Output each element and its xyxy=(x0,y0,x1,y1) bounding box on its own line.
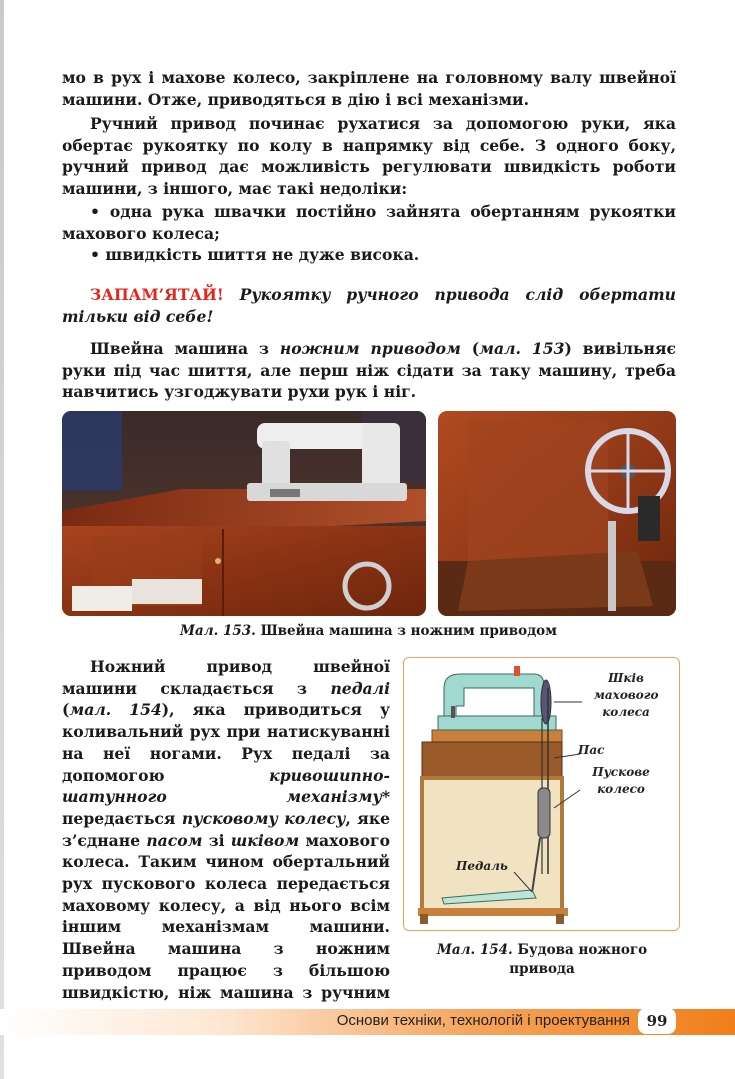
figure-reference: мал. 153 xyxy=(479,339,565,358)
paragraph-text: , яке з’єднане xyxy=(62,808,391,850)
term-pedal: педалі xyxy=(330,678,390,698)
punctuation: ), xyxy=(161,700,175,720)
paragraph-text: Ручний привод починає рухатися за допомогою руки, яка обертає рукоятку по колу в напрямку від себе. З одного боку, ручний привод дає можливість регулювати швидкість роботи машини, з іншого, має такі xyxy=(62,114,676,198)
punctuation: ( xyxy=(62,700,70,720)
remember-note xyxy=(62,284,676,327)
list-item-text: одна рука швачки постійно зайнята обертанням рукоятки махового колеса; xyxy=(62,202,676,243)
label-line: Пускове xyxy=(592,765,650,779)
caption-line xyxy=(408,941,676,960)
term-start-wheel: пусковому колесу xyxy=(181,808,346,828)
label-start-wheel xyxy=(580,764,662,798)
punctuation: ) xyxy=(564,339,572,358)
label-line: колеса xyxy=(602,705,650,719)
term-foot-drive: ножним приводом xyxy=(279,339,461,358)
list-item-text: швидкість шиття не дуже висока. xyxy=(105,245,420,265)
figure-caption-text: Швейна машина з ножним приводом xyxy=(260,623,557,639)
paragraph-line: машини. Отже, приводяться в дію і всі механізми. xyxy=(62,89,530,109)
list-item: • одна рука швачки постійно зайнята обертанням рукоятки махового колеса; xyxy=(62,202,676,243)
paragraph-text: передається xyxy=(62,808,176,828)
label-line: махового xyxy=(593,688,659,702)
drawbacks-list xyxy=(62,201,676,266)
paragraph-text: Ножний привод швейної машини складається з xyxy=(62,657,390,698)
remember-label: ЗАПАМ’ЯТАЙ! xyxy=(90,285,224,304)
figure-reference: мал. 154 xyxy=(69,700,162,720)
figure-label: Мал. 153. xyxy=(180,623,256,639)
list-item: • швидкість шиття не дуже висока. xyxy=(90,245,420,265)
paragraph-text: зі xyxy=(208,830,225,850)
paragraph-foot-drive-structure xyxy=(62,656,390,1025)
paragraph-line: мо в рух і махове колесо, закріплене на головному валу швейної xyxy=(62,68,676,87)
label-line: Шків xyxy=(608,671,644,685)
term-belt: пасом xyxy=(146,830,203,850)
term-pulley: шківом xyxy=(230,830,300,850)
label-belt: Пас xyxy=(578,743,605,757)
label-line: колесо xyxy=(597,782,645,796)
paragraph-text: Швейна машина з xyxy=(90,339,269,358)
page-number: 99 xyxy=(638,1008,676,1034)
footer-title: Основи техніки, технологій і проектування xyxy=(336,1012,630,1029)
paragraph-text: яка приводиться у коливальний рух при натискуванні на неї ногами. Рух педалі за допомогою xyxy=(62,700,390,785)
punctuation: ( xyxy=(471,339,480,358)
label-pedal: Педаль xyxy=(456,859,508,873)
paragraph-text: махового колеса. Таким чином обертальний рух пускового колеса передається маховому колесу, а від нього всім іншим механізмам машини. Швейна машина з ножним приводом працює з більшою швидкістю, ніж машина з ручним xyxy=(62,830,390,1002)
photo-foot-drive-mechanism xyxy=(438,411,676,616)
emphasis-drawbacks: недоліки xyxy=(319,178,402,198)
remember-text: Рукоятку ручного привода слід обертати тільки від себе! xyxy=(62,285,676,326)
punctuation: : xyxy=(401,178,408,198)
paragraph-text: вивільняє руки під час шиття, але перш ніж сідати за таку машину, треба навчитись узгоджувати рухи рук і ніг. xyxy=(62,339,676,402)
term-crank-mechanism: кривошипно-шатунного механізму* xyxy=(62,765,390,807)
figure-label: Мал. 154. xyxy=(436,942,513,958)
photo-sewing-machine-table xyxy=(62,411,426,616)
page-edge xyxy=(0,0,4,1079)
figure-154-caption xyxy=(408,941,676,979)
paragraph-continuation xyxy=(62,67,676,110)
figure-153-caption xyxy=(180,623,557,639)
paragraph-manual-drive xyxy=(62,113,676,199)
paragraph-foot-drive xyxy=(62,338,676,403)
figure-caption-text: Будова ножного xyxy=(517,942,648,958)
caption-line: привода xyxy=(509,961,575,977)
figure-154-diagram xyxy=(403,657,680,931)
label-flywheel-pulley xyxy=(586,670,666,721)
